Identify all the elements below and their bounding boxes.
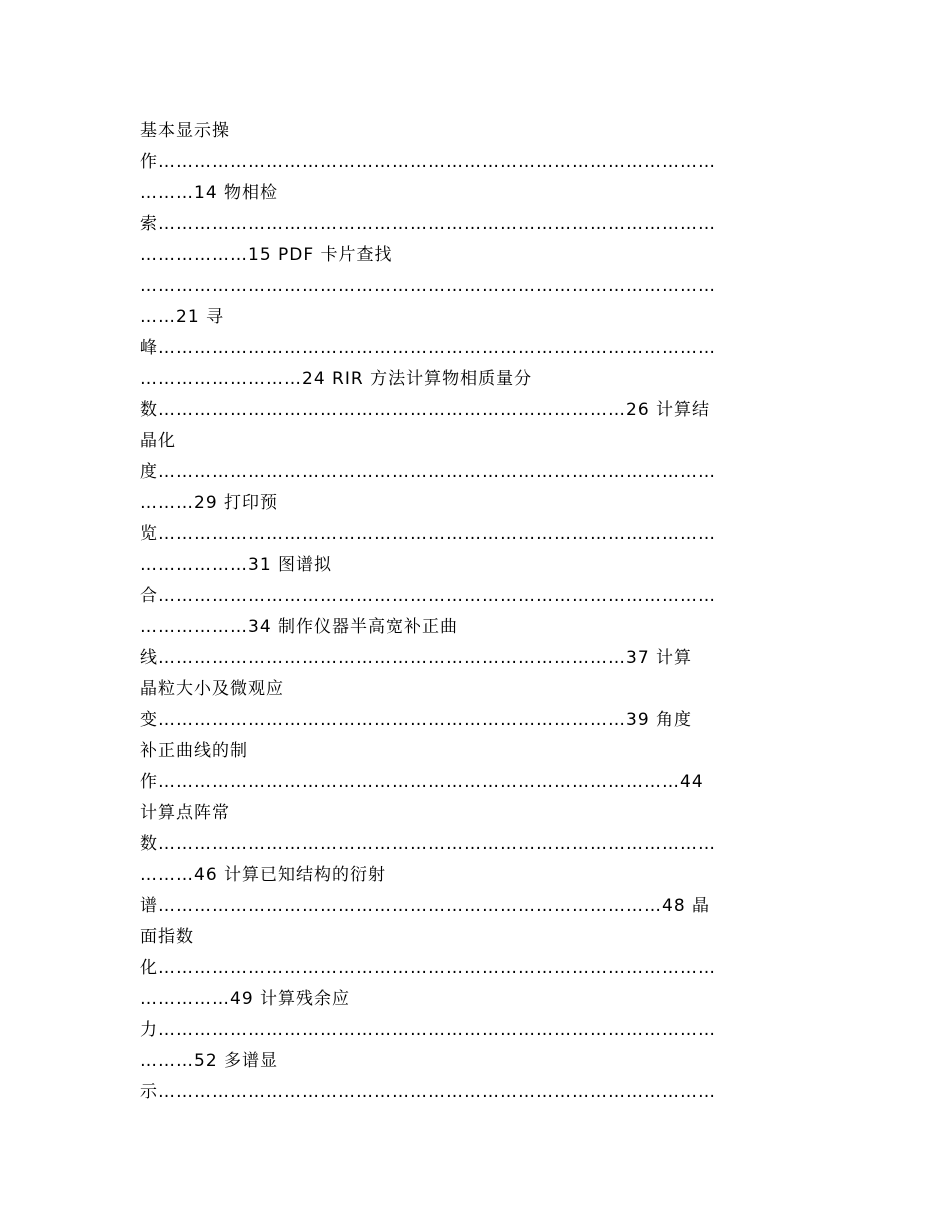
toc-line: 峰………………………………………………………………………………… [140, 338, 716, 358]
toc-line: ………29 打印预 [140, 493, 279, 513]
toc-line: 面指数 [140, 927, 194, 947]
toc-line: ………14 物相检 [140, 183, 279, 203]
toc-line: 览………………………………………………………………………………… [140, 524, 716, 544]
toc-line: ………………34 制作仪器半高宽补正曲 [140, 617, 459, 637]
toc-line: 计算点阵常 [140, 803, 230, 823]
toc-line: 化………………………………………………………………………………… [140, 958, 716, 978]
toc-line: ………………………24 RIR 方法计算物相质量分 [140, 369, 533, 389]
toc-line: 变……………………………………………………………………39 角度 [140, 710, 693, 730]
toc-line: 晶粒大小及微观应 [140, 679, 284, 699]
toc-line: 合………………………………………………………………………………… [140, 586, 716, 606]
toc-line: 示………………………………………………………………………………… [140, 1082, 716, 1102]
toc-line: 数……………………………………………………………………26 计算结 [140, 400, 711, 420]
toc-line: 索………………………………………………………………………………… [140, 214, 716, 234]
toc-line: 度………………………………………………………………………………… [140, 462, 716, 482]
toc-line: ………46 计算已知结构的衍射 [140, 865, 387, 885]
toc-line: ………………15 PDF 卡片查找 [140, 245, 393, 265]
toc-line: 晶化 [140, 431, 176, 451]
toc-line: 力………………………………………………………………………………… [140, 1020, 716, 1040]
toc-line: 作………………………………………………………………………………… [140, 152, 716, 172]
toc-line: ……………49 计算残余应 [140, 989, 351, 1009]
toc-line: 基本显示操 [140, 121, 230, 141]
toc-line: 补正曲线的制 [140, 741, 248, 761]
toc-line: 谱…………………………………………………………………………48 晶 [140, 896, 711, 916]
toc-line: …………………………………………………………………………………… [140, 276, 716, 296]
toc-line: ………………31 图谱拟 [140, 555, 333, 575]
toc-line: ……21 寻 [140, 307, 225, 327]
toc-page [140, 116, 812, 1108]
toc-line: 数………………………………………………………………………………… [140, 834, 716, 854]
toc-line: ………52 多谱显 [140, 1051, 279, 1071]
toc-line: 作……………………………………………………………………………44 [140, 772, 704, 792]
toc-line: 线……………………………………………………………………37 计算 [140, 648, 693, 668]
